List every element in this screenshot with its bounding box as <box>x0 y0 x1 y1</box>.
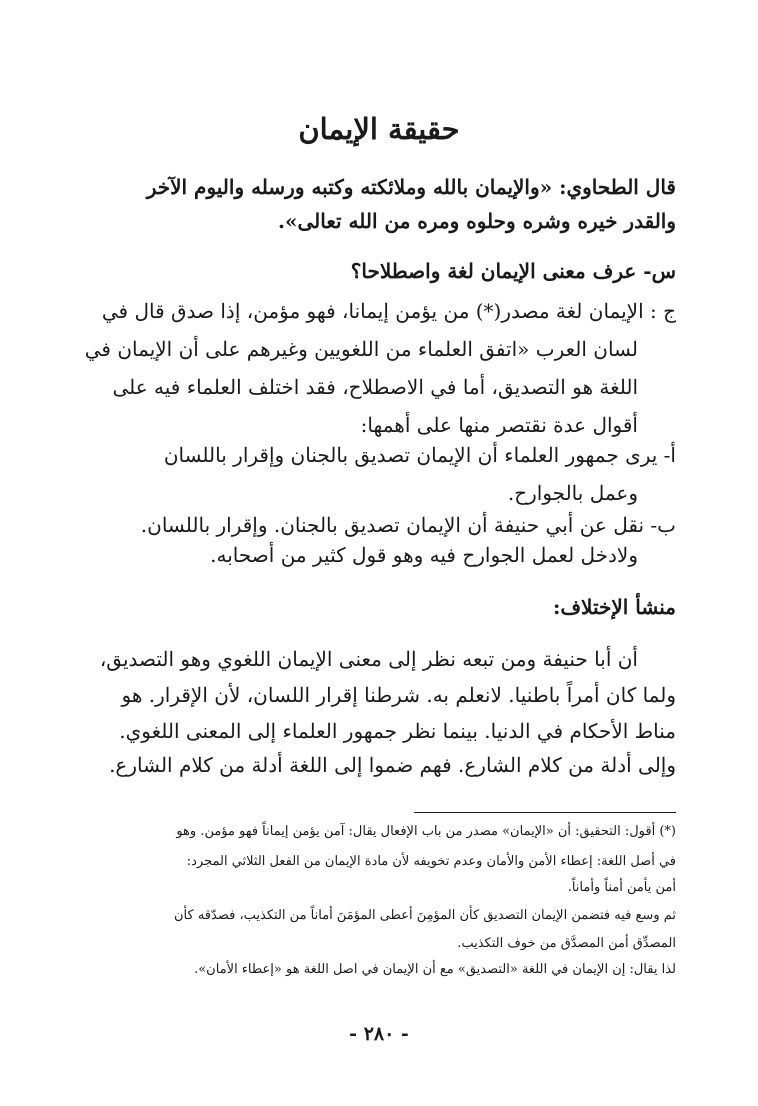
footnote-line-3: أمن يأمن أمناً وأماناً. <box>567 880 676 895</box>
question-heading: س- عرف معنى الإيمان لغة واصطلاحا؟ <box>350 259 676 283</box>
origin-line-1: أن أبا حنيفة ومن تبعه نظر إلى معنى الإيمان اللغوي وهو التصديق، <box>99 647 638 671</box>
quote-line-1: قال الطحاوي: «والإيمان بالله وملائكته وكتبه ورسله واليوم الآخر <box>146 175 676 199</box>
footnote-line-6: لذا يقال: إن الإيمان في اللغة «التصديق» مع أن الإيمان في اصل اللغة هو «إعطاء الأمان». <box>194 962 676 977</box>
origin-line-2: ولما كان أمراً باطنيا. لانعلم به. شرطنا إقرار اللسان، لأن الإقرار. هو <box>121 683 676 707</box>
answer-item-b-line-2: ولادخل لعمل الجوارح فيه وهو قول كثير من أصحابه. <box>210 543 638 567</box>
quote-line-2: والقدر خيره وشره وحلوه ومره من الله تعالى». <box>278 209 676 233</box>
answer-item-a-line-1: أ- يرى جمهور العلماء أن الإيمان تصديق بالجنان وإقرار باللسان <box>163 443 676 467</box>
answer-line-3: اللغة هو التصديق، أما في الاصطلاح، فقد اختلف العلماء فيه على <box>112 375 638 399</box>
answer-item-a-line-2: وعمل بالجوارح. <box>507 481 638 505</box>
page-title: حقيقة الإيمان <box>298 112 460 146</box>
footnote-line-2: في أصل اللغة: إعطاء الأمن والأمان وعدم تخويفه لأن مادة الإيمان من الفعل الثلاثي المجرد: <box>186 854 676 869</box>
footnote-line-1: (*) أقول: التحقيق: أن «الإيمان» مصدر من باب الإفعال يقال: آمن يؤمن إيماناً فهو مؤمن. وهو <box>176 824 676 839</box>
footnote-line-5: المصدِّق أمن المصدَّق من خوف التكذيب. <box>457 936 676 951</box>
origin-heading: منشأ الإختلاف: <box>552 595 676 619</box>
answer-line-2: لسان العرب «اتفق العلماء من اللغويين وغيرهم على أن الإيمان في <box>84 337 638 361</box>
origin-line-3: مناط الأحكام في الدنيا. بينما نظر جمهور العلماء إلى المعنى اللغوي. <box>119 719 676 743</box>
page-number: - ٢٨٠ - <box>349 1023 409 1045</box>
answer-item-b-line-1: ب- نقل عن أبي حنيفة أن الإيمان تصديق بالجنان. وإقرار باللسان. <box>140 513 676 537</box>
footnote-divider <box>414 812 676 813</box>
answer-line-4: أقوال عدة نقتصر منها على أهمها: <box>360 413 638 437</box>
footnote-line-4: ثم وسع فيه فتضمن الإيمان التصديق كأن المؤمِنَ أعطى المؤمَنَ أماناً من التكذيب، فصدّقه كأن <box>174 908 676 923</box>
origin-line-4: وإلى أدلة من كلام الشارع. فهم ضموا إلى اللغة أدلة من كلام الشارع. <box>109 753 676 777</box>
answer-line-1: ج : الإيمان لغة مصدر(*) من يؤمن إيمانا، فهو مؤمن، إذا صدق قال في <box>101 299 676 323</box>
